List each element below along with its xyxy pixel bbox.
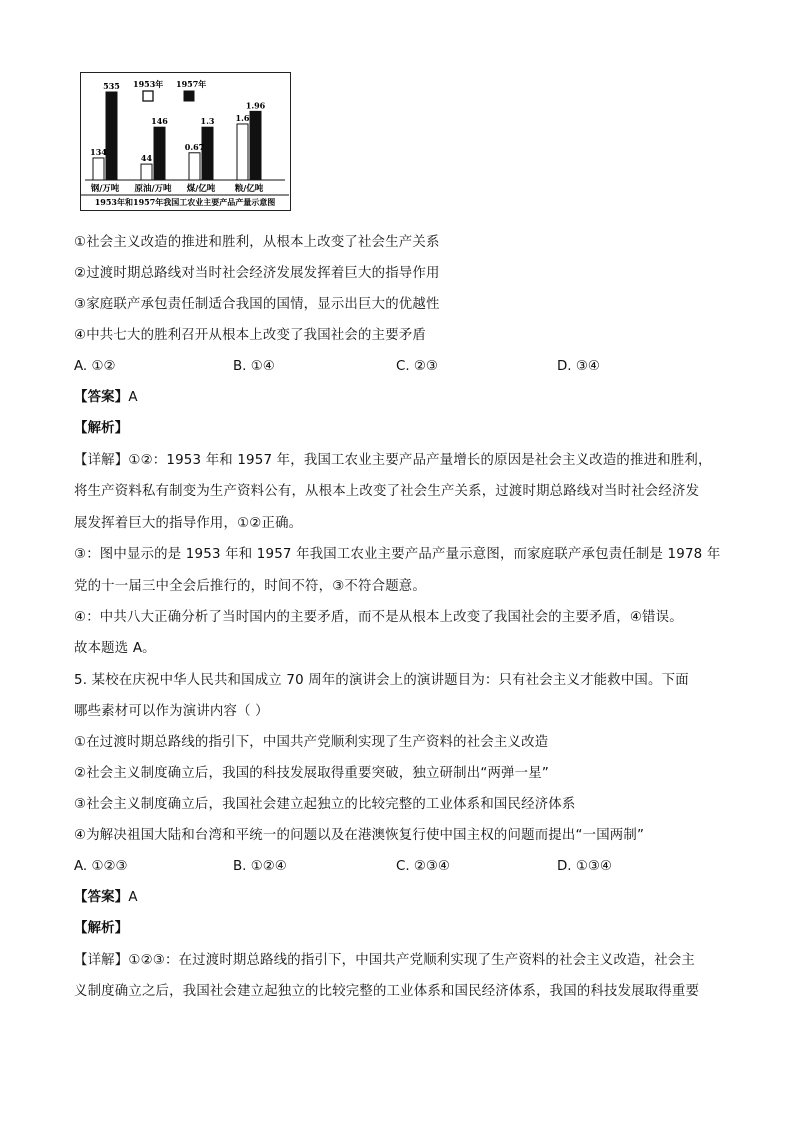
q4-choice-b: B. ①④	[233, 359, 275, 374]
q5-detail-2: 义制度确立之后，我国社会建立起独立的比较完整的工业体系和国民经济体系，我国的科技发展取得重要	[74, 984, 700, 999]
q4-statement-2: ②过渡时期总路线对当时社会经济发展发挥着巨大的指导作用	[74, 266, 440, 281]
q4-choice-a: A. ①②	[74, 359, 116, 374]
chart-title: 1953年和1957年我国工农业主要产品产量示意图	[94, 197, 276, 207]
bar-1957-2	[202, 127, 213, 180]
q5-answer-line	[74, 888, 138, 908]
q5-choice-c: C. ②③④	[396, 859, 450, 874]
q4-detail-7: 故本题选 A。	[74, 641, 156, 656]
legend-label-1953: 1953年	[133, 79, 164, 89]
data-label-1957-0: 535	[103, 81, 120, 91]
q4-detail-2: 将生产资料私有制变为生产资料公有，从根本上改变了社会生产关系，过渡时期总路线对当时社会经济发	[74, 484, 700, 499]
category-label-1: 原油/万吨	[134, 184, 172, 194]
q4-statement-3: ③家庭联产承包责任制适合我国的国情，显示出巨大的优越性	[74, 297, 440, 312]
category-label-0: 钢/万吨	[90, 184, 120, 194]
bar-1953-2	[189, 153, 200, 180]
chart-canvas	[81, 73, 289, 209]
category-label-3: 粮/亿吨	[234, 184, 264, 194]
q4-choice-d: D. ③④	[557, 359, 600, 374]
q5-choice-d: D. ①③④	[557, 859, 612, 874]
q5-choice-a: A. ①②③	[74, 859, 128, 874]
q4-detail-5: 党的十一届三中全会后推行的，时间不符，③不符合题意。	[74, 579, 426, 594]
bar-1957-1	[154, 127, 165, 180]
bar-1953-1	[141, 164, 152, 180]
q4-detail-4: ③：图中显示的是 1953 年和 1957 年我国工农业主要产品产量示意图，而家庭联产承包责任制是 1978 年	[74, 547, 721, 562]
data-label-1953-1: 44	[140, 153, 153, 164]
q5-statement-3: ③社会主义制度确立后，我国社会建立起独立的比较完整的工业体系和国民经济体系	[74, 797, 576, 812]
q4-detail-3: 展发挥着巨大的指导作用，①②正确。	[74, 516, 303, 531]
data-label-1953-2: 0.67	[184, 141, 205, 152]
legend-swatch-1953	[143, 91, 153, 101]
q4-statement-1: ①社会主义改造的推进和胜利，从根本上改变了社会生产关系	[74, 235, 440, 250]
q4-answer-value: A	[128, 390, 138, 405]
q4-statement-4: ④中共七大的胜利召开从根本上改变了我国社会的主要矛盾	[74, 328, 426, 343]
bar-1953-3	[237, 124, 248, 180]
production-bar-chart	[80, 72, 291, 211]
data-label-1953-0: 134	[90, 146, 107, 157]
category-label-2: 煤/亿吨	[186, 184, 216, 194]
q5-answer-tag: 【答案】	[74, 890, 129, 905]
q4-choice-c: C. ②③	[396, 359, 438, 374]
q5-stem-2: 哪些素材可以作为演讲内容（ ）	[74, 704, 269, 719]
q5-detail-1: 【详解】①②③：在过渡时期总路线的指引下，中国共产党顺利实现了生产资料的社会主义改造，社会主	[74, 953, 696, 968]
bar-1953-0	[93, 158, 104, 180]
q4-answer-line	[74, 388, 138, 408]
q4-answer-tag: 【答案】	[74, 390, 129, 405]
q5-statement-2: ②社会主义制度确立后，我国的科技发展取得重要突破，独立研制出“两弹一星”	[74, 766, 549, 781]
q5-statement-4: ④为解决祖国大陆和台湾和平统一的问题以及在港澳恢复行使中国主权的问题而提出“一国两制”	[74, 828, 645, 843]
data-label-1957-1: 146	[151, 116, 168, 127]
data-label-1957-2: 1.3	[200, 116, 215, 127]
q5-analysis-tag: 【解析】	[74, 921, 129, 936]
q4-analysis-tag: 【解析】	[74, 421, 129, 436]
q5-stem-1: 5. 某校在庆祝中华人民共和国成立 70 周年的演讲会上的演讲题目为：只有社会主义才能救中国。下面	[74, 673, 689, 688]
legend-label-1957: 1957年	[176, 79, 207, 89]
q5-answer-value: A	[128, 890, 138, 905]
bar-1957-0	[106, 92, 117, 180]
q5-statement-1: ①在过渡时期总路线的指引下，中国共产党顺利实现了生产资料的社会主义改造	[74, 735, 549, 750]
legend-swatch-1957	[184, 91, 194, 101]
q4-detail-6: ④：中共八大正确分析了当时国内的主要矛盾，而不是从根本上改变了我国社会的主要矛盾，④错误。	[74, 610, 683, 625]
bar-1957-3	[250, 111, 261, 180]
q5-choice-b: B. ①②④	[233, 859, 287, 874]
data-label-1953-3: 1.6	[235, 112, 250, 123]
data-label-1957-3: 1.96	[245, 100, 266, 111]
q4-detail-1: 【详解】①②：1953 年和 1957 年，我国工农业主要产品产量增长的原因是社会主义改造的推进和胜利，	[74, 453, 712, 468]
